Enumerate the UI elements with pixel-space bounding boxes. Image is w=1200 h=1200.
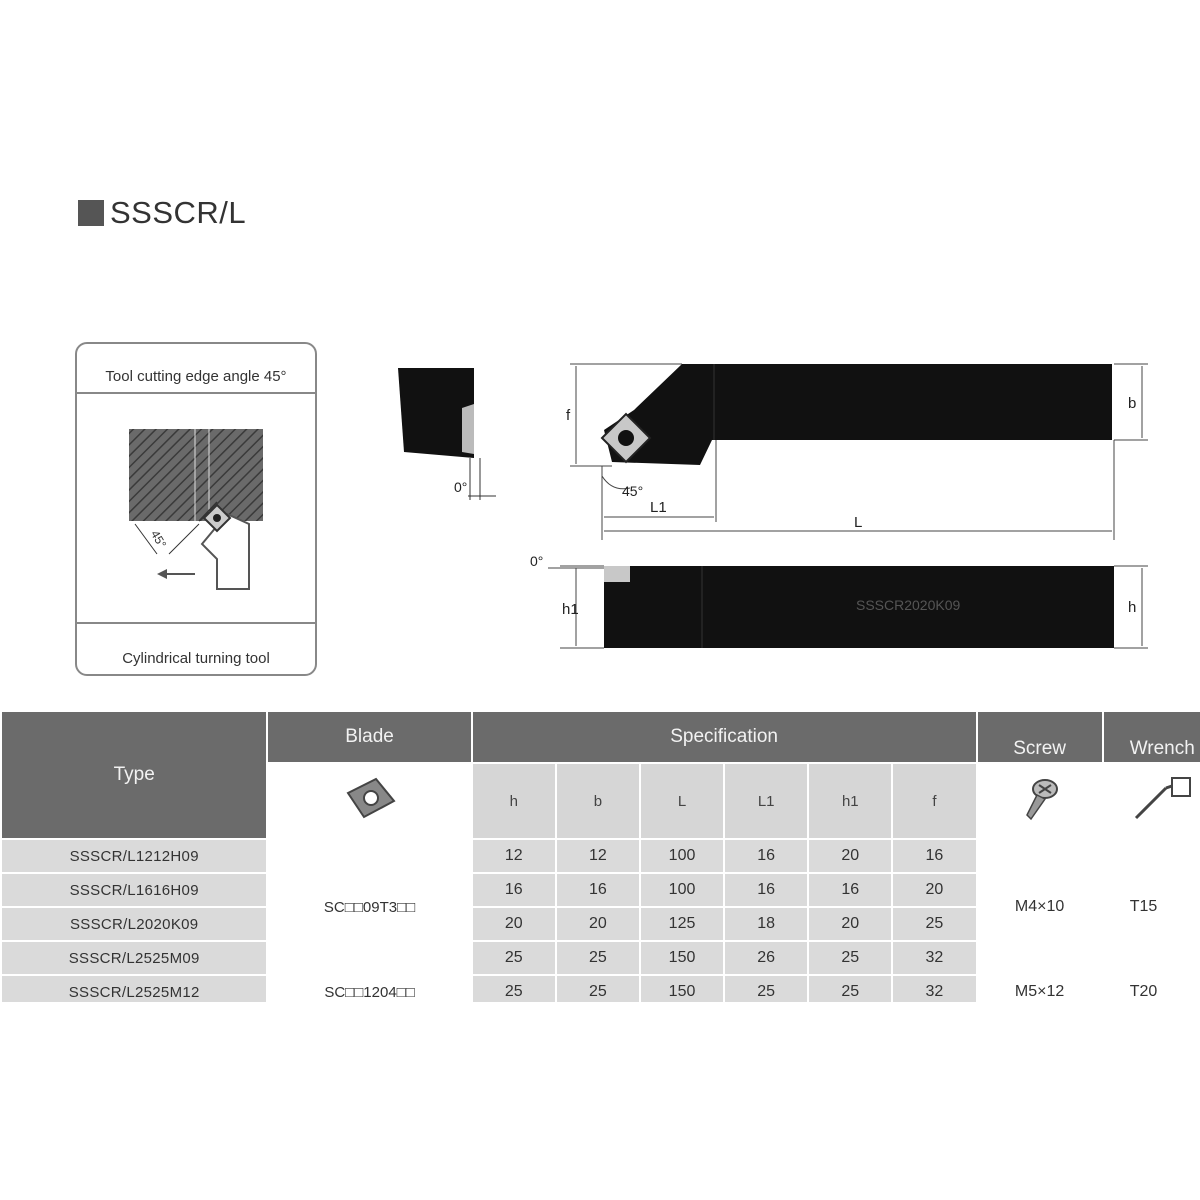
card-top-label: Tool cutting edge angle 45° (77, 344, 315, 394)
screw-group-2: M5×12 (977, 975, 1103, 1009)
cell-value: 32 (892, 941, 976, 975)
cell-value: 20 (556, 907, 640, 941)
cell-value: 25 (556, 975, 640, 1009)
cell-value: 125 (640, 907, 724, 941)
dim-f: f (566, 407, 571, 424)
row-type: SSSCR/L1212H09 (1, 839, 267, 873)
cell-value: 26 (724, 941, 808, 975)
header-screw: Screw (977, 711, 1103, 763)
dim-h1: h1 (562, 601, 579, 618)
page-bottom-blank (0, 1002, 1200, 1200)
cell-value: 20 (808, 907, 892, 941)
cell-value: 20 (472, 907, 556, 941)
cell-value: 16 (724, 839, 808, 873)
card-bottom-label: Cylindrical turning tool (77, 622, 315, 674)
cell-value: 25 (724, 975, 808, 1009)
angle-45: 45° (622, 483, 644, 499)
holder-end-view (398, 368, 496, 500)
col-L1: L1 (724, 763, 808, 839)
torx-wrench-icon (1124, 772, 1194, 826)
cell-value: 12 (556, 839, 640, 873)
wrench-icon-cell (1103, 763, 1200, 839)
header-type: Type (1, 711, 267, 839)
header-blade: Blade (267, 711, 471, 763)
wrench-group-1: T15 (1103, 839, 1200, 975)
blade-icon-cell (267, 763, 471, 839)
col-f: f (892, 763, 976, 839)
cell-value: 16 (472, 873, 556, 907)
col-h: h (472, 763, 556, 839)
cell-value: 25 (556, 941, 640, 975)
header-specification: Specification (472, 711, 977, 763)
screw-icon (1015, 775, 1065, 823)
cell-value: 20 (892, 873, 976, 907)
spec-table (0, 710, 1200, 1010)
row-type: SSSCR/L2525M09 (1, 941, 267, 975)
cell-value: 16 (808, 873, 892, 907)
shank-marking: SSSCR2020K09 (856, 597, 961, 613)
holder-top-view (566, 364, 1148, 540)
row-type: SSSCR/L2525M12 (1, 975, 267, 1009)
cell-value: 16 (724, 873, 808, 907)
holder-side-view (530, 553, 1148, 648)
dim-h: h (1128, 599, 1137, 616)
blade-group-2: SC□□1204□□ (267, 975, 471, 1009)
cell-value: 150 (640, 941, 724, 975)
card-angle-label: 45° (147, 527, 170, 551)
cell-value: 25 (472, 975, 556, 1009)
col-h1: h1 (808, 763, 892, 839)
row-type: SSSCR/L1616H09 (1, 873, 267, 907)
angle-0-front: 0° (454, 479, 468, 495)
cell-value: 16 (892, 839, 976, 873)
screw-icon-cell (977, 763, 1103, 839)
col-b: b (556, 763, 640, 839)
cell-value: 32 (892, 975, 976, 1009)
blade-group-1: SC□□09T3□□ (267, 839, 471, 975)
cell-value: 18 (724, 907, 808, 941)
cell-value: 25 (892, 907, 976, 941)
cell-value: 12 (472, 839, 556, 873)
cell-value: 100 (640, 839, 724, 873)
wrench-group-2: T20 (1103, 975, 1200, 1009)
cell-value: 25 (808, 941, 892, 975)
square-insert-icon (338, 771, 402, 827)
row-type: SSSCR/L2020K09 (1, 907, 267, 941)
dim-L: L (854, 514, 863, 531)
cell-value: 100 (640, 873, 724, 907)
cell-value: 16 (556, 873, 640, 907)
dim-L1: L1 (650, 499, 667, 516)
dim-b: b (1128, 395, 1137, 412)
cell-value: 150 (640, 975, 724, 1009)
col-L: L (640, 763, 724, 839)
screw-group-1: M4×10 (977, 839, 1103, 975)
angle-0-side: 0° (530, 553, 544, 569)
title-text: SSSCR/L (110, 195, 247, 230)
cell-value: 25 (472, 941, 556, 975)
header-wrench: Wrench (1103, 711, 1200, 763)
cell-value: 25 (808, 975, 892, 1009)
cell-value: 20 (808, 839, 892, 873)
